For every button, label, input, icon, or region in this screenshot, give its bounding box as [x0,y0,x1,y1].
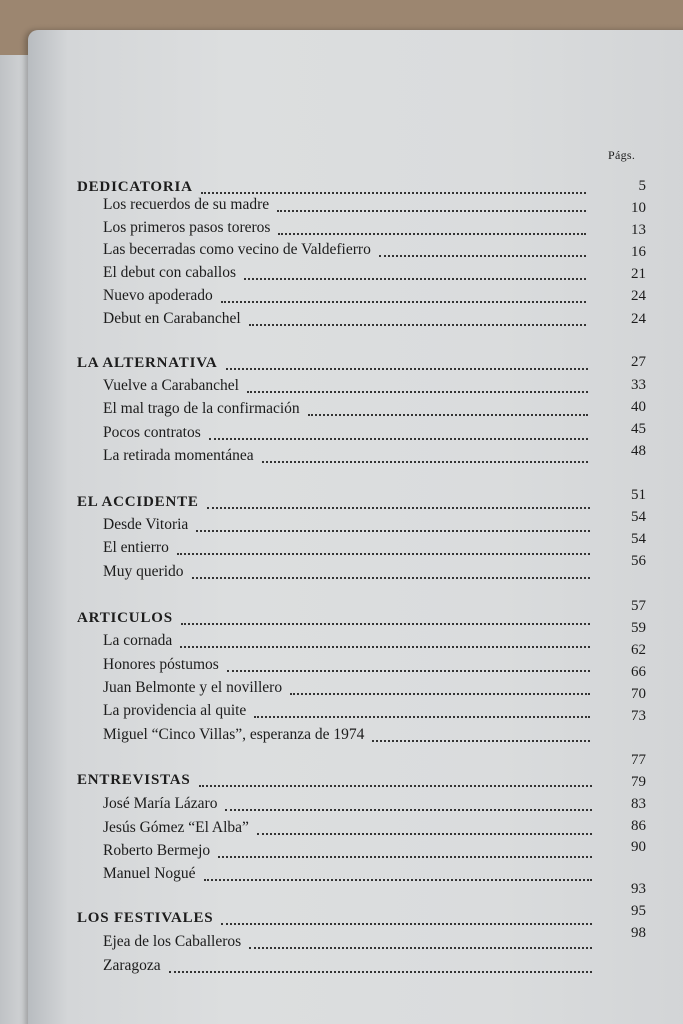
toc-item: El debut con caballos [103,264,236,281]
dot-leader [247,389,588,393]
page-number: 27 [631,354,646,370]
page-number: 77 [631,752,646,768]
page-number: 54 [631,531,646,547]
toc-item: El entierro [103,539,169,556]
page-number: 79 [631,774,646,790]
dot-leader [218,854,592,858]
dot-leader [249,322,586,326]
page-number: 51 [631,487,646,503]
toc-item: Ejea de los Caballeros [103,933,242,950]
page-number: 86 [631,818,646,834]
toc-item: Las becerradas como vecino de Valdefierro [103,241,371,258]
page-number: 66 [631,664,646,680]
pages-column-header: Págs. [608,148,636,162]
toc-section-title: LOS FESTIVALES [77,910,214,926]
dot-leader [257,831,592,835]
toc-item: Pocos contratos [103,424,201,441]
page-number: 5 [638,178,646,194]
dot-leader [181,621,590,625]
dot-leader [196,528,590,532]
page-number: 62 [631,642,646,658]
page-number: 54 [631,509,646,525]
toc-item: Muy querido [103,563,184,580]
page-number: 59 [631,620,646,636]
dot-leader [225,807,592,811]
page-number: 33 [631,377,646,393]
toc-item: Manuel Nogué [103,865,196,882]
page-number: 21 [631,266,646,282]
toc-item: Los primeros pasos toreros [103,219,271,236]
toc-item: Zaragoza [103,957,161,974]
page-number: 93 [631,881,646,897]
dot-leader [221,299,586,303]
toc-item: Miguel “Cinco Villas”, esperanza de 1974 [103,726,365,743]
dot-leader [372,738,590,742]
toc-item: Desde Vitoria [103,516,189,533]
page-number: 24 [631,288,646,304]
toc-item: La retirada momentánea [103,447,254,464]
dot-leader [249,945,592,949]
toc-item: Nuevo apoderado [103,287,213,304]
dot-leader [209,436,588,440]
toc-section-title: LA ALTERNATIVA [77,355,218,371]
dot-leader [227,668,590,672]
page-number: 98 [631,925,646,941]
dot-leader [177,551,590,555]
page-number: 10 [631,200,646,216]
dot-leader [201,190,586,194]
page-number: 16 [631,244,646,260]
page-number: 48 [631,443,646,459]
page-number: 83 [631,796,646,812]
toc-item: Vuelve a Carabanchel [103,377,239,394]
page-number: 40 [631,399,646,415]
page-number: 13 [631,222,646,238]
dot-leader [244,276,586,280]
dot-leader [277,208,586,212]
toc-item: José María Lázaro [103,795,218,812]
dot-leader [254,714,590,718]
dot-leader [379,253,586,257]
page-number: 56 [631,553,646,569]
toc-section-title: ARTICULOS [77,610,173,626]
page-number: 70 [631,686,646,702]
dot-leader [290,691,590,695]
dot-leader [226,366,588,370]
toc-section-title: DEDICATORIA [77,179,193,195]
toc-section-title: ENTREVISTAS [77,772,191,788]
dot-leader [169,969,592,973]
toc-item: Honores póstumos [103,656,219,673]
toc-section-title: EL ACCIDENTE [77,494,199,510]
toc-item: Jesús Gómez “El Alba” [103,819,249,836]
toc-item: Debut en Carabanchel [103,310,241,327]
dot-leader [180,644,590,648]
page-number: 73 [631,708,646,724]
dot-leader [199,783,592,787]
page-number: 24 [631,311,646,327]
dot-leader [308,412,588,416]
toc-item: Roberto Bermejo [103,842,211,859]
dot-leader [207,505,590,509]
page-number: 45 [631,421,646,437]
dot-leader [278,231,586,235]
dot-leader [192,575,590,579]
page-number: 57 [631,598,646,614]
toc-item: Los recuerdos de su madre [103,196,270,213]
page-number: 95 [631,903,646,919]
toc-item: El mal trago de la confirmación [103,400,300,417]
dot-leader [221,921,592,925]
toc-item: Juan Belmonte y el novillero [103,679,283,696]
toc-item: La providencia al quite [103,702,247,719]
toc-item: La cornada [103,632,173,649]
page-number: 90 [631,839,646,855]
dot-leader [204,877,592,881]
dot-leader [262,459,588,463]
